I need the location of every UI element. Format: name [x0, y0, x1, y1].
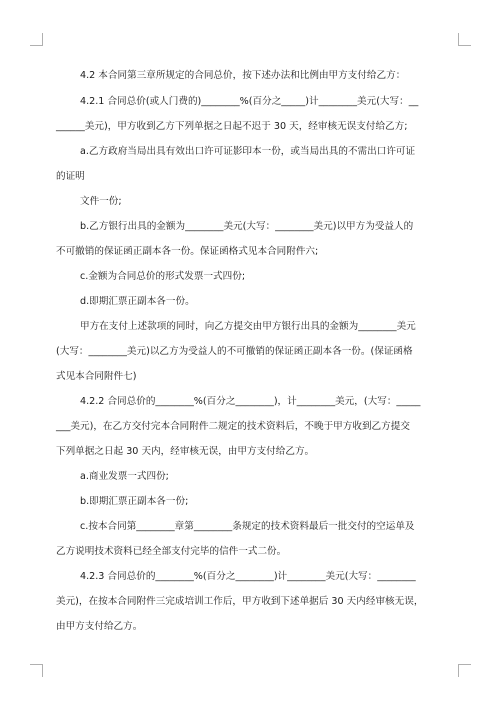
crop-mark-top-right [458, 33, 471, 46]
document-line: b.乙方银行出具的金额为________美元(大写：________美元)以甲方为受益人的 [80, 221, 414, 232]
document-line: 4.2.1 合同总价(或人门费的)________%(百分之_____)计________美元(大写：__ [80, 96, 419, 107]
document-line: 的证明 [56, 171, 85, 182]
document-line: ___美元)，在乙方交付完本合同附件二规定的技术资料后，不晚于甲方收到乙方提交 [56, 421, 410, 432]
document-line: d.即期汇票正副本各一份。 [80, 296, 195, 307]
document-line: 式见本合同附件七) [56, 371, 137, 382]
document-body [56, 64, 444, 633]
document-line: 4.2.2 合同总价的________%(百分之________)，计________美元，(大写：_____ [80, 396, 421, 407]
document-line: 乙方说明技术资料已经全部支付完毕的信件一式二份。 [56, 546, 287, 557]
document-line: c.金额为合同总价的形式发票一式四份; [80, 271, 246, 282]
document-line: 甲方在支付上述款项的同时，向乙方提交由甲方银行出具的金额为________美元 [80, 321, 416, 332]
document-line: 下列单据之日起 30 天内，经审核无误，由甲方支付给乙方。 [56, 446, 315, 457]
document-line: 不可撤销的保证函正副本各一份。保证函格式见本合同附件六; [56, 246, 319, 257]
document-line: 美元)，在按本合同附件三完成培训工作后，甲方收到下述单据后 30 天内经审核无误， [56, 596, 424, 607]
document-line: (大写：________美元)以乙方为受益人的不可撤销的保证函正副本各一份。(保证函格 [56, 346, 413, 357]
document-line: c.按本合同第________章第________条规定的技术资料最后一批交付的空运单及 [80, 521, 415, 532]
document-line: a.乙方政府当局出具有效出口许可证影印本一份，或当局出具的不需出口许可证 [80, 146, 416, 157]
document-line: 文件一份; [80, 196, 122, 207]
document-line: ______美元)，甲方收到乙方下列单据之日起不迟于 30 天，经审核无误支付给乙方; [56, 121, 408, 132]
crop-mark-bottom-right [458, 664, 471, 677]
crop-mark-top-left [30, 33, 43, 46]
crop-mark-bottom-left [30, 664, 43, 677]
document-line: 4.2 本合同第三章所规定的合同总价，按下述办法和比例由甲方支付给乙方： [80, 70, 406, 81]
document-line: 由甲方支付给乙方。 [56, 621, 143, 632]
document-line: b.即期汇票正副本各一份; [80, 496, 189, 507]
document-line: 4.2.3 合同总价的________%(百分之________)计________美元(大写：________ [80, 571, 416, 582]
document-line: a.商业发票一式四份; [80, 471, 169, 482]
